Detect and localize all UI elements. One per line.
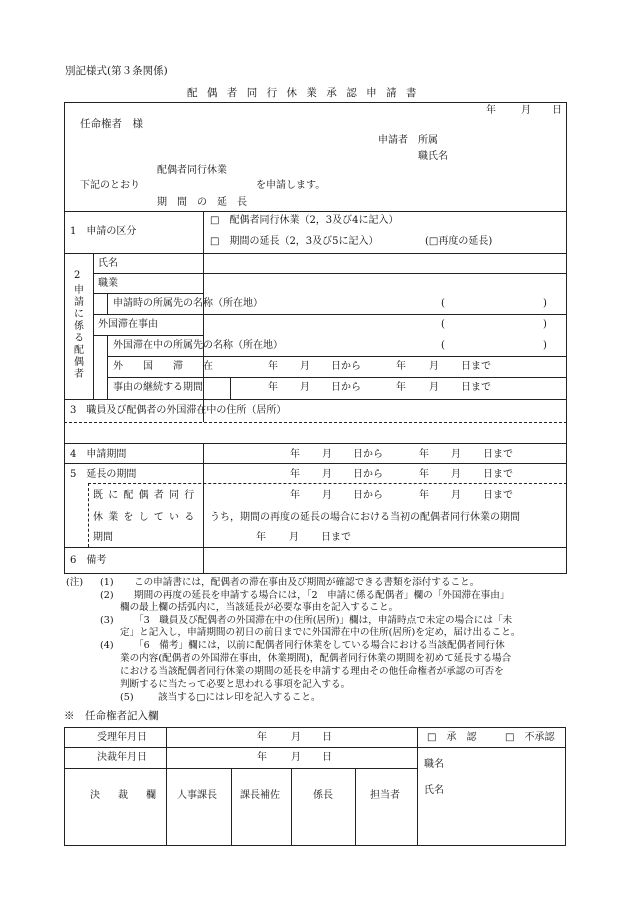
abroad-paren-open: ( bbox=[441, 340, 445, 351]
rule-s3-dash bbox=[64, 422, 567, 423]
applicant-label: 申請者 bbox=[378, 135, 408, 146]
s5c-day: 日まで bbox=[321, 532, 351, 543]
s4-year-from: 年 bbox=[290, 449, 300, 460]
admin-rule-2 bbox=[64, 768, 417, 769]
admin-col-label bbox=[166, 727, 167, 846]
admin-frame-bottom bbox=[64, 845, 566, 846]
s5-day-from: 日から bbox=[353, 469, 383, 480]
s5b-year-to: 年 bbox=[419, 490, 429, 501]
cont-month-to: 月 bbox=[429, 382, 439, 393]
stay-day-from: 日から bbox=[331, 361, 361, 372]
rule-abroad-indent bbox=[107, 335, 108, 399]
section2-vlabel-2: 請 bbox=[74, 297, 84, 308]
spouse-occupation-label: 職業 bbox=[98, 278, 118, 289]
cont-day-from: 日から bbox=[331, 382, 361, 393]
re-extension-note: うち，期間の再度の延長の場合における当初の配偶者同行休業の期間 bbox=[210, 512, 520, 523]
s5b-month-from: 月 bbox=[322, 490, 332, 501]
page-title: 配偶者同行休業承認申請書 bbox=[187, 87, 426, 99]
rule-name-bottom bbox=[93, 273, 567, 274]
note-4-num: (4) bbox=[100, 640, 114, 651]
rule-col-divider bbox=[203, 211, 204, 422]
frame-right bbox=[566, 102, 567, 574]
section2-vlabel-1: 申 bbox=[74, 285, 84, 296]
rule-reason-bottom bbox=[93, 335, 203, 336]
leave-type-upper: 配偶者同行休業 bbox=[157, 165, 227, 176]
apply-text: を申請します。 bbox=[256, 180, 326, 191]
rule-s2-top bbox=[64, 253, 567, 254]
addressee: 任命権者 様 bbox=[80, 118, 143, 130]
rule-s5-dash bbox=[88, 483, 567, 484]
approver-position-label: 職名 bbox=[424, 759, 444, 770]
note-4-line-2: 業の内容(配偶者の外国滞在事由，休業期間)，配偶者同行休業の期間を初めて延長する場合 bbox=[120, 653, 512, 664]
workplace-paren-close: ) bbox=[543, 298, 547, 309]
leave-type-lower: 期 間 の 延 長 bbox=[157, 197, 247, 208]
already-leave-line1: 既に配偶者同行 bbox=[93, 490, 200, 501]
decided-day: 日 bbox=[322, 752, 332, 763]
cont-month-from: 月 bbox=[300, 382, 310, 393]
section2-number: 2 bbox=[74, 270, 81, 281]
approve-checkbox[interactable]: □ 承 認 bbox=[427, 732, 477, 743]
note-4-line-1: 「6 備考」欄には，以前に配偶者同行休業をしている場合における当該配偶者同行休 bbox=[134, 640, 505, 651]
rule-s3-top bbox=[64, 399, 567, 400]
reason-paren-close: ) bbox=[543, 319, 547, 330]
as-follows-text: 下記のとおり bbox=[80, 180, 140, 191]
rule-workplace-indent bbox=[107, 293, 108, 314]
s5b-day-to: 日まで bbox=[483, 490, 513, 501]
disapprove-checkbox[interactable]: □ 不承認 bbox=[505, 732, 555, 743]
spouse-workplace-label: 申請時の所属先の名称（所在地） bbox=[113, 298, 263, 309]
s4-month-from: 月 bbox=[322, 449, 332, 460]
rule-s5-top bbox=[64, 463, 567, 464]
stay-year-to: 年 bbox=[396, 361, 406, 372]
assistant-chief-label: 課長補佐 bbox=[240, 790, 280, 801]
note-1-line-1: この申請書には，配偶者の滞在事由及び期間が確認できる書類を添付すること。 bbox=[134, 577, 480, 588]
note-3-num: (3) bbox=[100, 615, 114, 626]
s5-year-to: 年 bbox=[419, 469, 429, 480]
note-2-line-2: 欄の最上欄の括弧内に，当該延長が必要な事由を記入すること。 bbox=[120, 602, 399, 613]
s5-month-to: 月 bbox=[451, 469, 461, 480]
decided-date-label: 決裁年月日 bbox=[97, 752, 147, 763]
continuation-label: 事由の継続する期間 bbox=[113, 382, 203, 393]
s5-year-from: 年 bbox=[290, 469, 300, 480]
rule-s1-top bbox=[64, 211, 567, 212]
note-3-line-2: 定」と記入し，申請期間の初日の前日までに外国滞在中の住所(居所)を定め，届け出ること。 bbox=[120, 627, 521, 638]
section4-label: 4 申請期間 bbox=[70, 449, 127, 460]
section1-option-re-extension: (□再度の延長) bbox=[425, 236, 493, 247]
abroad-workplace-label: 外国滞在中の所属先の名称（所在地） bbox=[113, 340, 283, 351]
person-in-charge-label: 担当者 bbox=[370, 790, 400, 801]
note-5-num: (5) bbox=[120, 692, 134, 703]
date-year: 年 bbox=[486, 105, 496, 116]
rule-abroad-workplace-bottom bbox=[107, 356, 567, 357]
section1-label: 1 申請の区分 bbox=[70, 226, 137, 237]
s5b-day-from: 日から bbox=[353, 490, 383, 501]
s5-day-to: 日まで bbox=[483, 469, 513, 480]
stay-day-to: 日まで bbox=[461, 361, 491, 372]
received-day: 日 bbox=[322, 732, 332, 743]
note-5-line-1: 該当する□にはレ印を記入すること。 bbox=[158, 692, 321, 703]
s5c-year: 年 bbox=[256, 532, 266, 543]
already-leave-line3: 期間 bbox=[93, 532, 113, 543]
admin-frame-top bbox=[64, 727, 566, 728]
position-name-label: 職氏名 bbox=[418, 151, 448, 162]
date-day: 日 bbox=[552, 105, 562, 116]
note-1-num: (1) bbox=[100, 577, 114, 588]
rule-occupation-bottom bbox=[93, 293, 203, 294]
approval-column-label: 決 裁 欄 bbox=[90, 790, 160, 801]
admin-col-2 bbox=[291, 768, 292, 846]
s5b-month-to: 月 bbox=[451, 490, 461, 501]
s5-month-from: 月 bbox=[322, 469, 332, 480]
section2-vlabel-5: る bbox=[74, 333, 84, 344]
rule-s6-top bbox=[64, 547, 567, 548]
note-4-line-3: における当該配偶者同行休業の期間の延長を申請する理由その他任命権者が承認の可否を bbox=[120, 666, 504, 677]
hr-chief-label: 人事課長 bbox=[177, 790, 217, 801]
admin-rule-1 bbox=[64, 747, 566, 748]
date-month: 月 bbox=[521, 105, 531, 116]
spouse-name-label: 氏名 bbox=[98, 258, 118, 269]
section1-option-leave: □ 配偶者同行休業（2，3及び4に記入） bbox=[210, 215, 399, 226]
s4-day-to: 日まで bbox=[483, 449, 513, 460]
rule-continuation-divider bbox=[230, 377, 231, 399]
section2-vlabel-4: 係 bbox=[74, 321, 84, 332]
section2-vlabel-8: 者 bbox=[74, 369, 84, 380]
s4-month-to: 月 bbox=[451, 449, 461, 460]
admin-col-1 bbox=[231, 768, 232, 846]
stay-month-to: 月 bbox=[429, 361, 439, 372]
frame-left bbox=[64, 102, 65, 574]
notes-prefix: (注) bbox=[66, 577, 84, 588]
cont-year-to: 年 bbox=[396, 382, 406, 393]
note-2-num: (2) bbox=[100, 590, 114, 601]
s5c-month: 月 bbox=[289, 532, 299, 543]
rule-workplace-bottom bbox=[93, 314, 567, 315]
abroad-stay-label: 外 国 滞 在 bbox=[113, 361, 218, 372]
cont-year-from: 年 bbox=[268, 382, 278, 393]
reason-paren-open: ( bbox=[441, 319, 445, 330]
frame-top bbox=[64, 102, 567, 103]
workplace-paren-open: ( bbox=[441, 298, 445, 309]
abroad-reason-label: 外国滞在事由 bbox=[98, 319, 158, 330]
form-label: 別記様式(第３条関係) bbox=[65, 65, 168, 77]
admin-col-approval bbox=[417, 727, 418, 846]
s4-day-from: 日から bbox=[353, 449, 383, 460]
note-3-line-1: 「3 職員及び配偶者の外国滞在中の住所(居所)」欄は，申請時点で未定の場合には「未 bbox=[134, 615, 513, 626]
section2-vlabel-3: に bbox=[74, 309, 84, 320]
received-month: 月 bbox=[291, 732, 301, 743]
section6-label: 6 備考 bbox=[70, 555, 107, 566]
approver-name-label: 氏名 bbox=[424, 785, 444, 796]
section5-label: 5 延長の期間 bbox=[70, 469, 137, 480]
rule-s2-label-col bbox=[93, 253, 94, 399]
admin-frame-left bbox=[64, 727, 65, 846]
stay-month-from: 月 bbox=[300, 361, 310, 372]
s5b-year-from: 年 bbox=[290, 490, 300, 501]
received-year: 年 bbox=[257, 732, 267, 743]
admin-heading: ※ 任命権者記入欄 bbox=[64, 710, 159, 722]
note-2-line-1: 期間の再度の延長を申請する場合には，「2 申請に係る配偶者」欄の「外国滞在事由」 bbox=[134, 590, 510, 601]
rule-stay-bottom bbox=[107, 377, 567, 378]
already-leave-line2: 休業をしている bbox=[93, 512, 200, 523]
decided-year: 年 bbox=[257, 752, 267, 763]
section2-vlabel-7: 偶 bbox=[74, 357, 84, 368]
stay-year-from: 年 bbox=[268, 361, 278, 372]
admin-frame-right bbox=[565, 727, 566, 846]
s4-year-to: 年 bbox=[419, 449, 429, 460]
received-date-label: 受理年月日 bbox=[97, 732, 147, 743]
rule-s5-dash-left bbox=[88, 483, 89, 547]
section3-label: 3 職員及び配偶者の外国滞在中の住所（居所） bbox=[70, 405, 287, 416]
section2-vlabel-6: 配 bbox=[74, 345, 84, 356]
section-chief-label: 係長 bbox=[313, 790, 333, 801]
section1-option-extension: □ 期間の延長（2，3及び5に記入） bbox=[210, 236, 379, 247]
rule-s4-top bbox=[64, 443, 567, 444]
decided-month: 月 bbox=[291, 752, 301, 763]
note-4-line-4: 判断するに当たって必要と思われる事項を記入する。 bbox=[120, 679, 351, 690]
frame-bottom bbox=[64, 573, 567, 574]
cont-day-to: 日まで bbox=[461, 382, 491, 393]
abroad-paren-close: ) bbox=[543, 340, 547, 351]
admin-col-3 bbox=[355, 768, 356, 846]
affiliation-label: 所属 bbox=[418, 135, 438, 146]
